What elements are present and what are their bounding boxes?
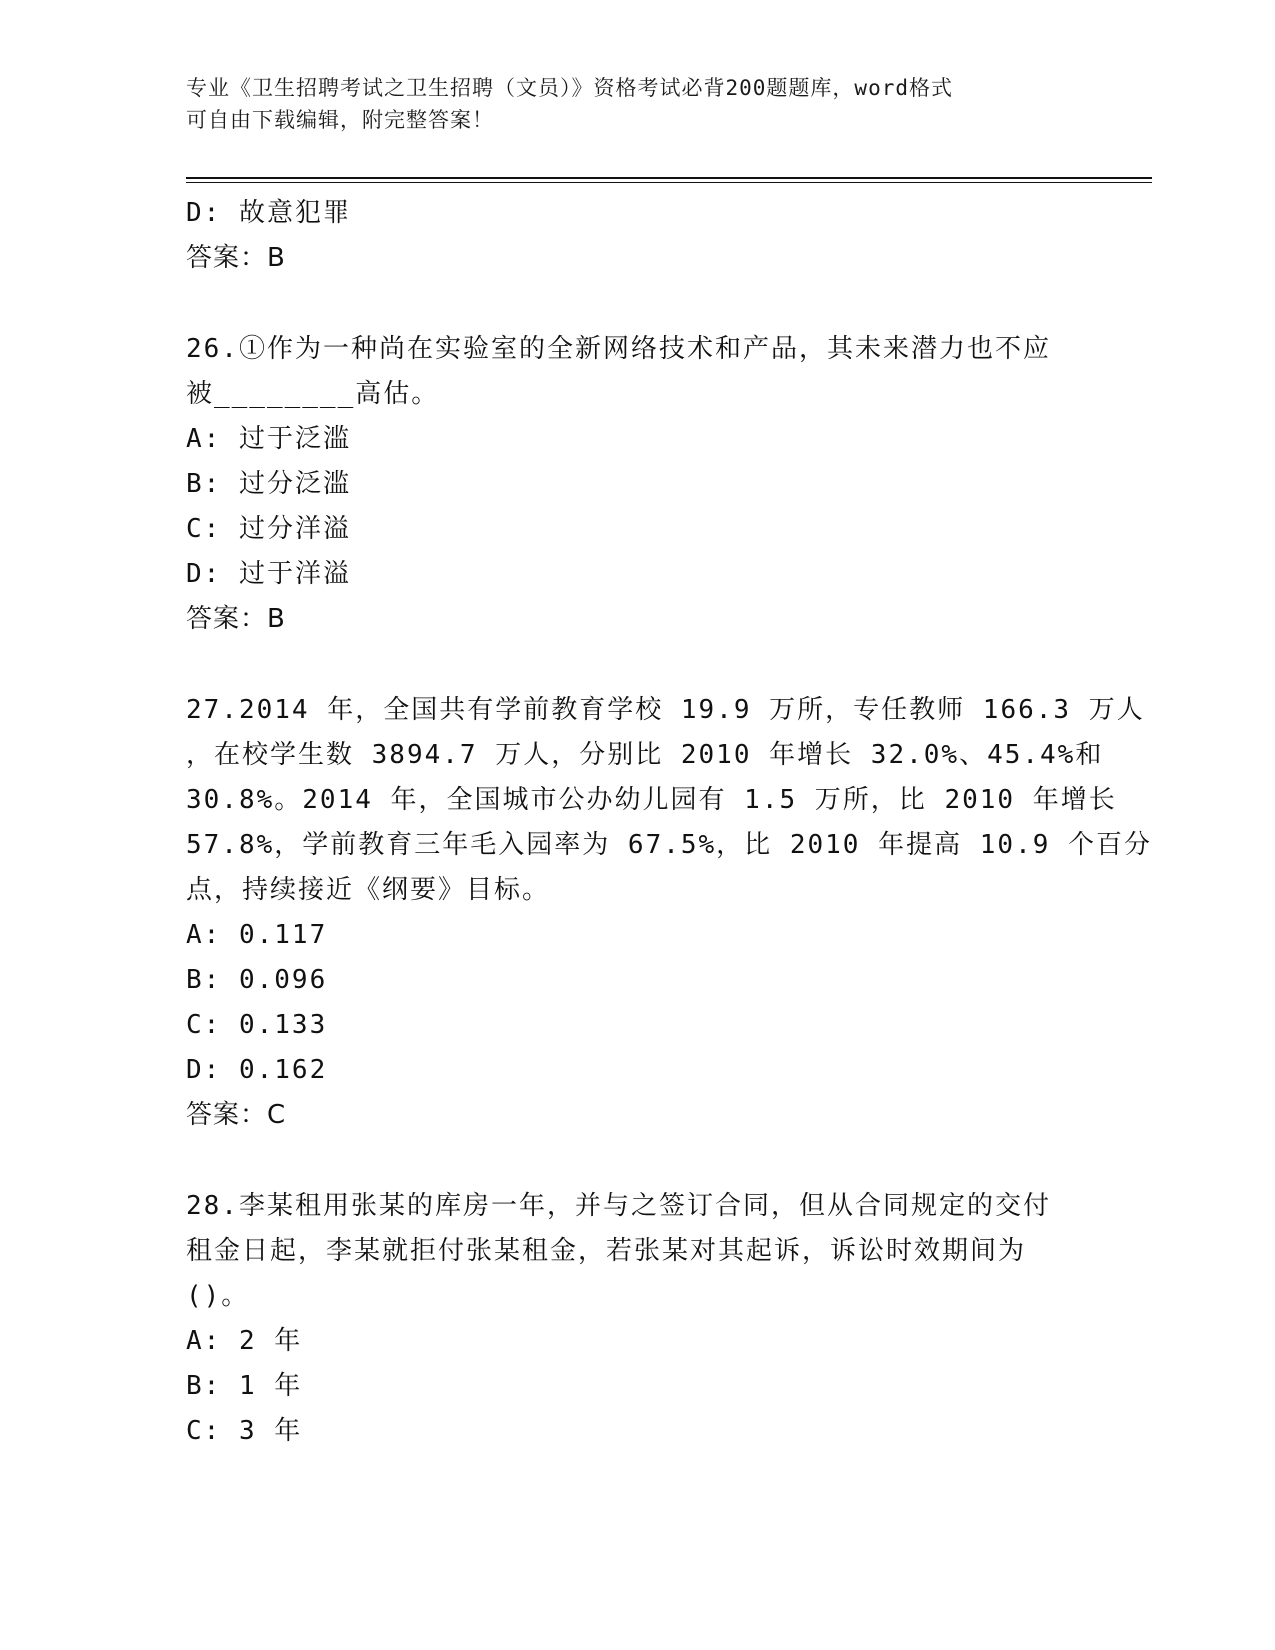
option-b: B: 过分泛滥 (186, 469, 351, 499)
header-line-1: 专业《卫生招聘考试之卫生招聘（文员）》资格考试必背200题题库，word格式 (186, 76, 953, 100)
answer-label: 答案：C (186, 1100, 287, 1130)
question-26 (186, 327, 1086, 642)
question-text: 26.①作为一种尚在实验室的全新网络技术和产品，其未来潜力也不应 (186, 334, 1051, 364)
question-text: 30.8%。2014 年，全国城市公办幼儿园有 1.5 万所，比 2010 年增长 (186, 785, 1117, 815)
header-divider-thin (186, 182, 1152, 183)
question-27 (186, 688, 1153, 1138)
option-c: C: 过分洋溢 (186, 514, 351, 544)
question-text: 点，持续接近《纲要》目标。 (186, 875, 551, 905)
option-d: D: 故意犯罪 (186, 198, 351, 228)
option-d: D: 过于洋溢 (186, 559, 351, 589)
question-text: 27.2014 年，全国共有学前教育学校 19.9 万所，专任教师 166.3 万人 (186, 695, 1145, 725)
option-b: B: 0.096 (186, 965, 328, 995)
question-list (186, 191, 1153, 1454)
option-b: B: 1 年 (186, 1371, 303, 1401)
question-text: ，在校学生数 3894.7 万人，分别比 2010 年增长 32.0%、45.4%和 (186, 740, 1104, 770)
question-text: 被________高估。 (186, 379, 440, 409)
question-text: 28.李某租用张某的库房一年，并与之签订合同，但从合同规定的交付 (186, 1191, 1051, 1221)
answer-label: 答案：B (186, 604, 286, 634)
option-a: A: 0.117 (186, 920, 328, 950)
question-text: ()。 (186, 1281, 250, 1311)
option-c: C: 3 年 (186, 1416, 303, 1446)
header-line-2: 可自由下载编辑，附完整答案！ (186, 108, 494, 132)
previous-question-tail (186, 191, 1086, 281)
question-text: 57.8%，学前教育三年毛入园率为 67.5%，比 2010 年提高 10.9 个百分 (186, 830, 1153, 860)
option-d: D: 0.162 (186, 1055, 328, 1085)
question-28 (186, 1184, 1086, 1454)
answer-label: 答案：B (186, 243, 286, 273)
option-a: A: 2 年 (186, 1326, 303, 1356)
option-c: C: 0.133 (186, 1010, 328, 1040)
page-header (186, 72, 1066, 136)
question-text: 租金日起，李某就拒付张某租金，若张某对其起诉，诉讼时效期间为 (186, 1236, 1027, 1266)
option-a: A: 过于泛滥 (186, 424, 351, 454)
header-divider-thick (186, 177, 1152, 179)
